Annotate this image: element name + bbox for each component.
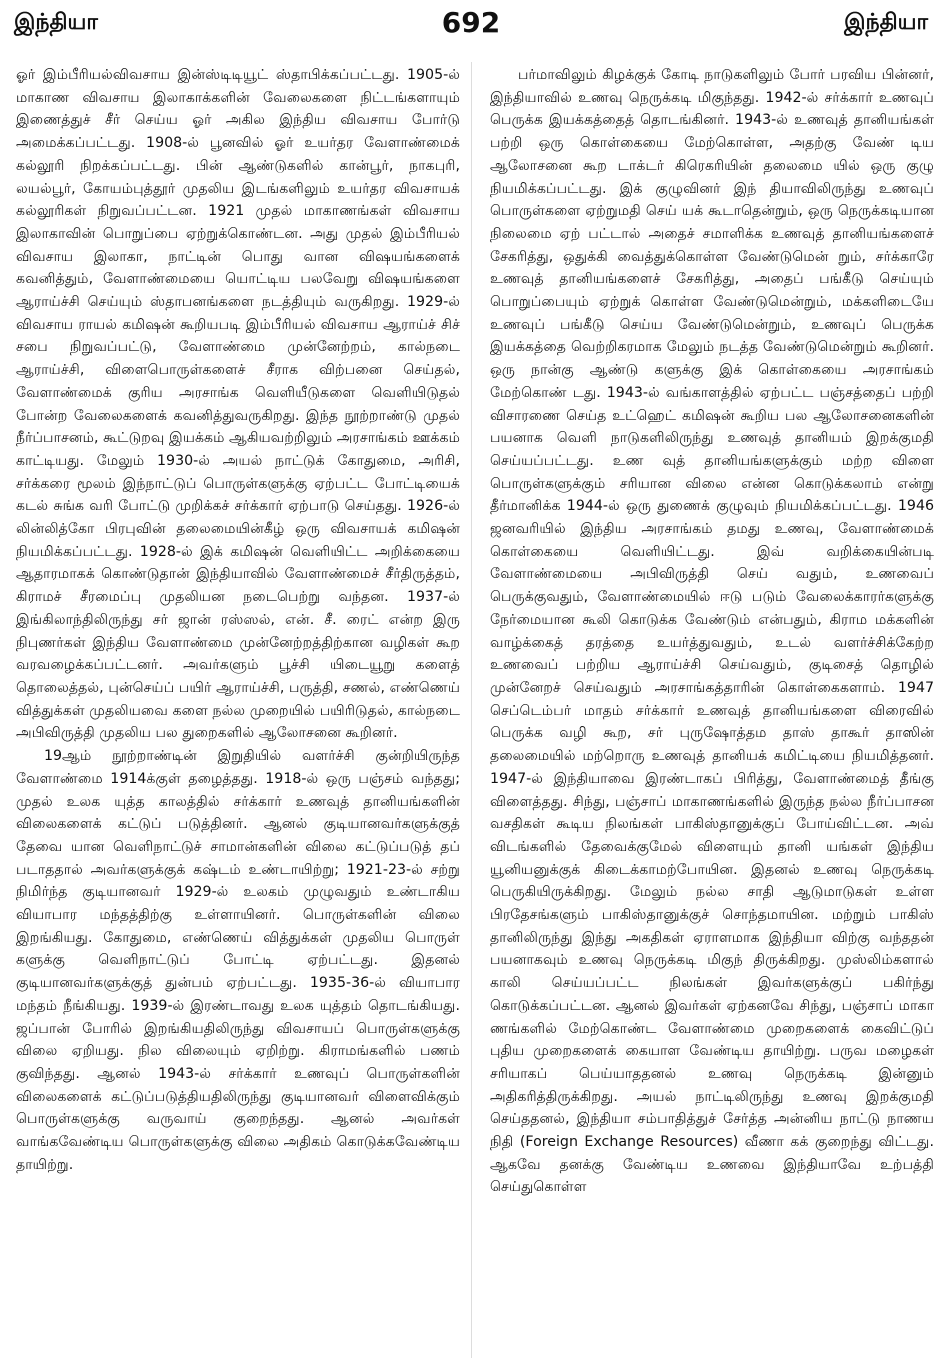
running-head-left: இந்தியா <box>14 10 98 35</box>
page-header <box>0 0 942 46</box>
column-divider <box>471 62 472 1358</box>
page-number: 692 <box>441 6 501 39</box>
right-column <box>490 64 934 1199</box>
running-head-right: இந்தியா <box>844 10 928 35</box>
left-paragraph-1: ஓர் இம்பீரியல்விவசாய இன்ஸ்டிடியூட் ஸ்தாபிக்கப்பட்டது. 1905-ல் மாகாண விவசாய இலாகாக்களின் வேலைகளை நிட்டங்களாயும் இணைத்துச் சீர் செய்ய ஓர் அகில இந்திய விவசாய போர்டு அமைக்கப்பட்டது. 1908-ல் பூனவில் ஓர் உயர்தர வேளாண்மைக் கல்லூரி நிறக்கப்பட்டது. பின் ஆண்டுகளில் கான்பூர், நாகபுரி, லயல்பூர், கோயம்புத்தூர் முதலிய இடங்களிலும் உயர்தர விவசாயக் கல்லூரிகள் நிறுவப்பட்டன. 1921 முதல் மாகாணங்கள் விவசாய இலாகாவின் பொறுப்பை ஏற்றுக்கொண்டன. அது முதல் இம்பீரியல் விவசாய இலாகா, நாட்டின் பொது வான விஷயங்களைக் கவனித்தும், வேளாண்மையை யொட்டிய பலவேறு விஷயங்களை ஆராய்ச்சி செய்யும் ஸ்தாபனங்களை நடத்தியும் வருகிறது. 1929-ல் விவசாய ராயல் கமிஷன் கூறியபடி இம்பீரியல் விவசாய ஆராய்ச் சிச் சபை நிறுவப்பட்டு, வேளாண்மை முன்னேற்றம், கால்நடை ஆராய்ச்சி, விளைபொருள்களைச் சீராக விற்பனை செய்தல், வேளாண்மைக் குரிய அரசாங்க வெளியீடுகளை வெளியிடுதல் போன்ற வேலைகளைக் கவனித்துவருகிறது. இந்த நூற்றாண்டு முதல் நீர்ப்பாசனம், கூட்டுறவு இயக்கம் ஆகியவற்றிலும் அரசாங்கம் ஊக்கம் காட்டியது. மேலும் 1930-ல் அயல் நாட்டுக் கோதுமை, அரிசி, சர்க்கரை மூலம் இந்நாட்டுப் பொருள்களுக்கு ஏற்பட்ட போட்டியைக் கடல் சுங்க வரி போட்டு முறிக்கச் சர்க்கார் ஏற்பாடு செய்தது. 1926-ல் லின்லித்கோ பிரபுவின் தலைமையின்கீழ் ஒரு விவசாயக் கமிஷன் நியமிக்கப்பட்டது. 1928-ல் இக் கமிஷன் வெளியிட்ட அறிக்கையை ஆதாரமாகக் கொண்டுதான் இந்தியாவில் வேளாண்மைச் சீர்திருத்தம், கிராமச் சீரமைப்பு முதலியன நடைபெற்று வந்தன. 1937-ல் இங்கிலாந்திலிருந்து சர் ஜான் ரஸ்ஸல், என். சீ. ரைட் என்ற இரு நிபுணர்கள் இந்திய வேளாண்மை முன்னேற்றத்திற்கான வழிகள் கூற வரவழைக்கப்பட்டனர். அவர்களும் பூச்சி யிடையூறு களைத் தொலைத்தல், புன்செய்ப் பயிர் ஆராய்ச்சி, பருத்தி, சணல், எண்ணெய் வித்துக்கள் முதலியவை களை நல்ல முறையில் பயிரிடுதல், கால்நடை அபிவிருத்தி முதலிய பல துறைகளில் ஆலோசனை கூறினர். <box>16 67 460 742</box>
left-column <box>16 64 460 1176</box>
right-paragraph-1: பர்மாவிலும் கிழக்குக் கோடி நாடுகளிலும் போர் பரவிய பின்னர், இந்தியாவில் உணவு நெருக்கடி மிகுந்தது. 1942-ல் சர்க்கார் உணவுப் பெருக்க இயக்கத்தைத் தொடங்கினர். 1943-ல் உணவுத் தானியங்கள் பற்றி ஒரு கொள்கையை மேற்கொள்ள, அதற்கு வேண் டிய ஆலோசனை கூற டாக்டர் கிரெகரியின் தலைமை யில் ஒரு குழு நியமிக்கப்பட்டது. இக் குழுவினர் இந் தியாவிலிருந்து உணவுப் பொருள்களை ஏற்றுமதி செய் யக் கூடாதென்றும், ஒரு நெருக்கடியான நிலைமை ஏற் பட்டால் அதைச் சமாளிக்க உணவுத் தானியங்களைச் சேகரித்து, ஒதுக்கி வைத்துக்கொள்ள வேண்டுமென் றும், சர்க்காரே உணவுத் தானியங்களைச் சேகரித்து, அதைப் பங்கீடு செய்யும் பொறுப்பையும் ஏற்றுக் கொள்ள வேண்டுமென்றும், மக்களிடையே உணவுப் பங்கீடு செய்ய வேண்டுமென்றும், உணவுப் பெருக்க இயக்கத்தை வெற்றிகரமாக மேலும் நடத்த வேண்டுமென்றும் கூறினர். ஒரு நான்கு ஆண்டு களுக்கு இக் கொள்கையை அரசாங்கம் மேற்கொண் டது. 1943-ல் வங்காளத்தில் ஏற்பட்ட பஞ்சத்தைப் பற்றி விசாரணை செய்த உட்ஹெட் கமிஷன் கூறிய பல ஆலோசனைகளின் பயனாக வெளி நாடுகளிலிருந்து உணவுத் தானியம் இறக்குமதி செய்யப்பட்டது. உண வுத் தானியங்களுக்கும் மற்ற விளை பொருள்களுக்கும் சரியான விலை என்ன கொடுக்கலாம் என்று தீர்மானிக்க 1944-ல் ஒரு துணைக் குழுவும் நியமிக்கப்பட்டது. 1946 ஜனவரியில் இந்திய அரசாங்கம் தமது உணவு, வேளாண்மைக் கொள்கையை வெளியிட்டது. இவ் வறிக்கையின்படி வேளாண்மையை அபிவிருத்தி செய் வதும், உணவைப் பெருக்குவதும், வேளாண்மையில் ஈடு படும் வேலைக்காரர்களுக்கு நேர்மையான கூலி கொடுக்க வேண்டும் என்பதும், கிராம மக்களின் வாழ்க்கைத் தரத்தை உயர்த்துவதும், உடல் வளர்ச்சிக்கேற்ற உணவைப் பற்றிய ஆராய்ச்சி செய்வதும், குடிசைத் தொழில் முன்னேறச் செய்வதும் அரசாங்கத்தாரின் கொள்கைகளாம். 1947 செப்டெம்பர் மாதம் சர்க்கார் உணவுத் தானியங்களை விரைவில் பெருக்க வழி கூற, சர் புருஷோத்தம தாஸ் தாகூர் தாஸின் தலைமையில் மற்றொரு உணவுத் தானியக் கமிட்டியை நியமித்தனர். 1947-ல் இந்தியாவை இரண்டாகப் பிரித்து, வேளாண்மைத் தீங்கு விளைத்தது. சிந்து, பஞ்சாப் மாகாணங்களில் இருந்த நல்ல நீர்ப்பாசன வசதிகள் கூடிய நிலங்கள் பாகிஸ்தானுக்குப் போய்விட்டன. அவ் விடங்களில் தேவைக்குமேல் விளையும் தானி யங்கள் இந்திய யூனியனுக்குக் கிடைக்காமற்போயின. இதனல் உணவு நெருக்கடி பெருகியிருக்கிறது. மேலும் நல்ல சாதி ஆடுமாடுகள் உள்ள பிரதேசங்களும் பாகிஸ்தானுக்குச் சொந்தமாயின. மற்றும் பாகிஸ் தானிலிருந்து இந்து அகதிகள் ஏராளமாக இந்தியா விற்கு வந்ததன் பயனாகவும் உணவு நெருக்கடி மிகுந் திருக்கிறது. முஸ்லிம்களால் காலி செய்யப்பட்ட நிலங்கள் இவர்களுக்குப் பகிர்ந்து கொடுக்கப்பட்டன. ஆனல் இவர்கள் ஏற்கனவே சிந்து, பஞ்சாப் மாகா ணங்களில் மேற்கொண்ட வேளாண்மை முறைகளைக் கைவிட்டுப் புதிய முறைகளைக் கையாள வேண்டிய தாயிற்று. பருவ மழைகள் சரியாகப் பெய்யாததனல் உணவு நெருக்கடி இன்னும் அதிகரித்திருக்கிறது. அயல் நாட்டிலிருந்து உணவு இறக்குமதி செய்ததனல், இந்தியா சம்பாதித்துச் சேர்த்த அன்னிய நாட்டு நாணய நிதி (Foreign Exchange Resources) வீணா கக் குறைந்து விட்டது. ஆகவே தனக்கு வேண்டிய உணவை இந்தியாவே உற்பத்தி செய்துகொள்ள <box>490 67 934 1196</box>
left-paragraph-2: 19ஆம் நூற்றாண்டின் இறுதியில் வளர்ச்சி குன்றியிருந்த வேளாண்மை 1914க்குள் தழைத்தது. 1918-ல் ஒரு பஞ்சம் வந்தது; முதல் உலக யுத்த காலத்தில் சர்க்கார் உணவுத் தானியங்களின் விலைகளைக் கட்டுப் படுத்தினர். ஆனல் குடியானவர்களுக்குத் தேவை யான வெளிநாட்டுச் சாமான்களின் விலை கட்டுப்படுத் தப் படாததால் அவர்களுக்குக் கஷ்டம் உண்டாயிற்று; 1921-23-ல் சற்று நிமிர்ந்த குடியானவர் 1929-ல் உலகம் முழுவதும் உண்டாகிய வியாபார மந்தத்திற்கு உள்ளாயினர். பொருள்களின் விலை இறங்கியது. கோதுமை, எண்ணெய் வித்துக்கள் முதலிய பொருள் களுக்கு வெளிநாட்டுப் போட்டி ஏற்பட்டது. இதனல் குடியானவர்களுக்குத் துன்பம் ஏற்பட்டது. 1935-36-ல் வியாபார மந்தம் நீங்கியது. 1939-ல் இரண்டாவது உலக யுத்தம் தொடங்கியது. ஜப்பான் போரில் இறங்கியதிலிருந்து விவசாயப் பொருள்களுக்கு விலை ஏறியது. நில விலையும் ஏறிற்று. கிராமங்களில் பணம் குவிந்தது. ஆனல் 1943-ல் சர்க்கார் உணவுப் பொருள்களின் விலைகளைக் கட்டுப்படுத்தியதிலிருந்து குடியானவர் விளைவிக்கும் பொருள்களுக்கு வருவாய் குறைந்தது. ஆனல் அவர்கள் வாங்கவேண்டிய பொருள்களுக்கு விலை அதிகம் கொடுக்கவேண்டிய தாயிற்று. <box>16 748 460 1173</box>
